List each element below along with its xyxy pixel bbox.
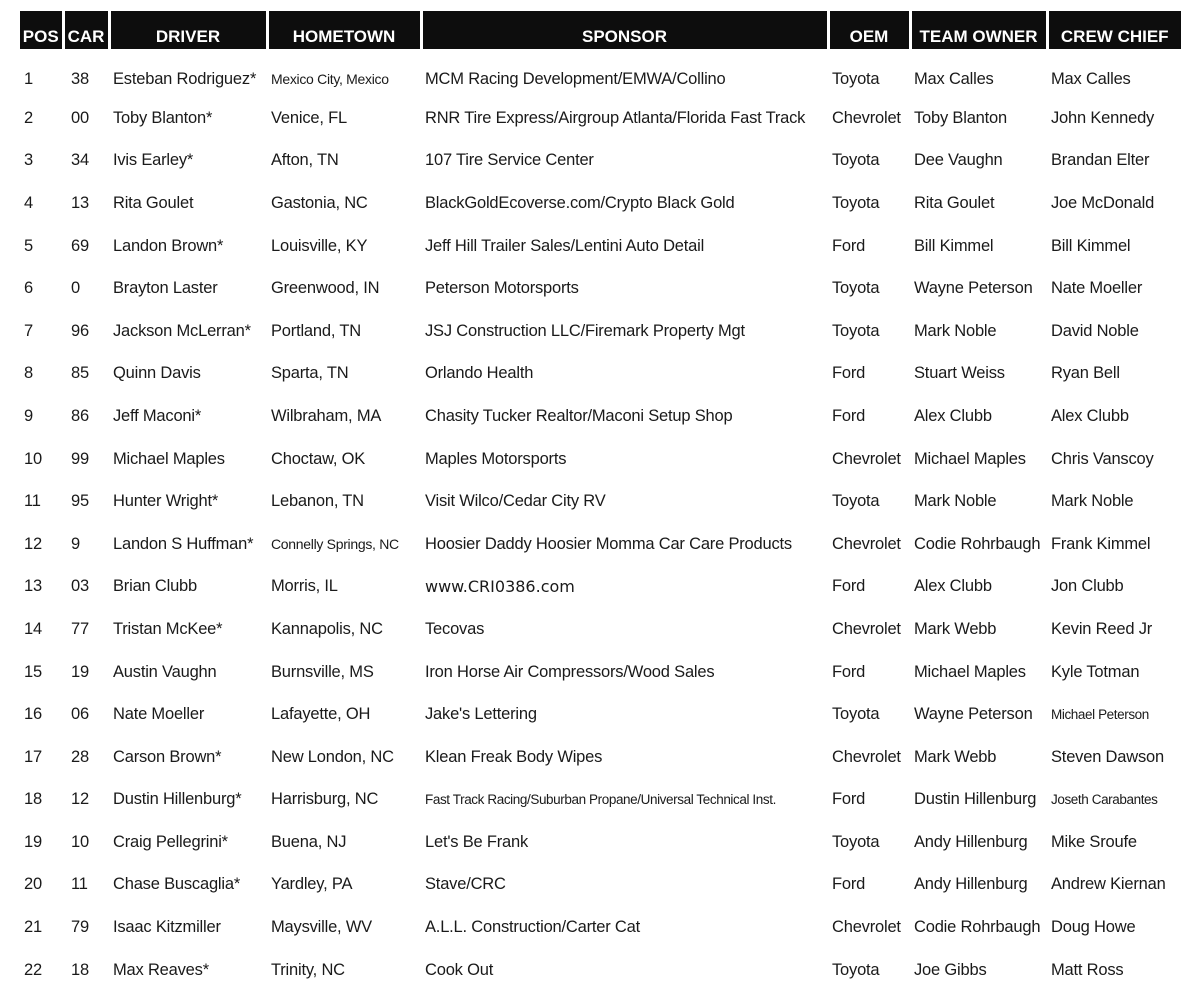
cell-team-owner: Codie Rohrbaugh	[914, 534, 1041, 553]
cell-crew-chief: Nate Moeller	[1051, 279, 1143, 298]
cell-sponsor: 107 Tire Service Center	[425, 151, 594, 170]
cell-car: 06	[71, 705, 89, 724]
cell-hometown: Lafayette, OH	[271, 705, 371, 724]
cell-sponsor: Iron Horse Air Compressors/Wood Sales	[425, 662, 715, 681]
cell-driver: Tristan McKee*	[113, 619, 223, 638]
cell-hometown: Burnsville, MS	[271, 662, 374, 681]
cell-car: 10	[71, 832, 89, 851]
cell-oem: Toyota	[832, 193, 880, 212]
col-header-team-owner: TEAM OWNER	[910, 11, 1047, 49]
cell-oem: Toyota	[832, 705, 880, 724]
cell-car: 99	[71, 449, 89, 468]
cell-pos: 5	[24, 236, 33, 255]
cell-hometown: Wilbraham, MA	[271, 406, 382, 425]
cell-pos: 6	[24, 279, 33, 298]
cell-driver: Esteban Rodriguez*	[113, 69, 257, 88]
cell-pos: 16	[24, 705, 42, 724]
cell-car: 34	[71, 151, 89, 170]
cell-hometown: Louisville, KY	[271, 236, 368, 255]
cell-oem: Toyota	[832, 279, 880, 298]
cell-team-owner: Toby Blanton	[914, 108, 1007, 127]
cell-hometown: Harrisburg, NC	[271, 790, 379, 809]
cell-team-owner: Andy Hillenburg	[914, 875, 1028, 894]
cell-pos: 13	[24, 577, 42, 596]
cell-car: 77	[71, 619, 89, 638]
cell-driver: Carson Brown*	[113, 747, 222, 766]
cell-oem: Toyota	[832, 151, 880, 170]
col-header-hometown: HOMETOWN	[267, 11, 421, 49]
cell-hometown: Kannapolis, NC	[271, 619, 383, 638]
cell-oem: Chevrolet	[832, 449, 901, 468]
cell-pos: 14	[24, 619, 42, 638]
cell-driver: Brayton Laster	[113, 279, 218, 298]
cell-hometown: Venice, FL	[271, 108, 347, 127]
cell-sponsor: BlackGoldEcoverse.com/Crypto Black Gold	[425, 193, 735, 212]
cell-crew-chief: Doug Howe	[1051, 918, 1136, 937]
cell-sponsor: Visit Wilco/Cedar City RV	[425, 492, 606, 511]
cell-crew-chief: Kevin Reed Jr	[1051, 619, 1153, 638]
cell-crew-chief: Jon Clubb	[1051, 577, 1124, 596]
cell-sponsor: Cook Out	[425, 960, 494, 979]
cell-oem: Toyota	[832, 960, 880, 979]
cell-crew-chief: Joe McDonald	[1051, 193, 1155, 212]
cell-team-owner: Michael Maples	[914, 449, 1026, 468]
cell-sponsor: Jake's Lettering	[425, 705, 537, 724]
table-row	[20, 140, 1181, 183]
cell-oem: Chevrolet	[832, 918, 901, 937]
cell-driver: Hunter Wright*	[113, 492, 219, 511]
cell-hometown: Portland, TN	[271, 321, 361, 340]
cell-crew-chief: Frank Kimmel	[1051, 534, 1151, 553]
cell-driver: Max Reaves*	[113, 960, 209, 979]
cell-pos: 9	[24, 406, 33, 425]
table-row	[20, 566, 1181, 609]
cell-driver: Austin Vaughn	[113, 662, 217, 681]
cell-oem: Ford	[832, 364, 866, 383]
cell-car: 9	[71, 534, 80, 553]
table-row	[20, 949, 1181, 992]
cell-car: 85	[71, 364, 89, 383]
cell-driver: Jeff Maconi*	[113, 406, 202, 425]
cell-driver: Michael Maples	[113, 449, 225, 468]
table-row	[20, 225, 1181, 268]
cell-crew-chief: Steven Dawson	[1051, 747, 1164, 766]
cell-sponsor: JSJ Construction LLC/Firemark Property Mgt	[425, 321, 745, 340]
cell-hometown: Greenwood, IN	[271, 279, 380, 298]
cell-sponsor: Fast Track Racing/Suburban Propane/Universal Technical Inst.	[425, 792, 776, 808]
cell-crew-chief: Bill Kimmel	[1051, 236, 1131, 255]
cell-oem: Chevrolet	[832, 108, 901, 127]
cell-team-owner: Wayne Peterson	[914, 705, 1033, 724]
cell-pos: 22	[24, 960, 42, 979]
table-row	[20, 821, 1181, 864]
table-row	[20, 736, 1181, 779]
cell-pos: 19	[24, 832, 42, 851]
cell-pos: 20	[24, 875, 42, 894]
cell-sponsor: Klean Freak Body Wipes	[425, 747, 603, 766]
cell-crew-chief: Alex Clubb	[1051, 406, 1129, 425]
cell-car: 69	[71, 236, 89, 255]
cell-hometown: Maysville, WV	[271, 918, 372, 937]
cell-team-owner: Dustin Hillenburg	[914, 790, 1037, 809]
table-row	[20, 97, 1181, 140]
table-row	[20, 267, 1181, 310]
cell-oem: Toyota	[832, 69, 880, 88]
cell-team-owner: Stuart Weiss	[914, 364, 1005, 383]
cell-pos: 15	[24, 662, 42, 681]
table-row	[20, 651, 1181, 694]
cell-driver: Jackson McLerran*	[113, 321, 251, 340]
cell-pos: 17	[24, 747, 42, 766]
cell-crew-chief: Matt Ross	[1051, 960, 1124, 979]
cell-team-owner: Mark Noble	[914, 492, 997, 511]
cell-crew-chief: Chris Vanscoy	[1051, 449, 1154, 468]
cell-team-owner: Mark Webb	[914, 619, 997, 638]
cell-driver: Nate Moeller	[113, 705, 205, 724]
cell-sponsor: Chasity Tucker Realtor/Maconi Setup Shop	[425, 406, 733, 425]
cell-sponsor: Jeff Hill Trailer Sales/Lentini Auto Detail	[425, 236, 705, 255]
entry-rows	[20, 49, 1181, 991]
cell-driver: Landon Brown*	[113, 236, 224, 255]
cell-car: 00	[71, 108, 89, 127]
cell-sponsor: Stave/CRC	[425, 875, 506, 894]
cell-driver: Quinn Davis	[113, 364, 201, 383]
cell-team-owner: Bill Kimmel	[914, 236, 994, 255]
cell-hometown: Afton, TN	[271, 151, 339, 170]
cell-sponsor: RNR Tire Express/Airgroup Atlanta/Florida Fast Track	[425, 108, 806, 127]
cell-driver: Landon S Huffman*	[113, 534, 254, 553]
cell-crew-chief: David Noble	[1051, 321, 1139, 340]
cell-oem: Chevrolet	[832, 619, 901, 638]
cell-sponsor: Hoosier Daddy Hoosier Momma Car Care Products	[425, 534, 792, 553]
header-row	[20, 11, 1181, 49]
cell-crew-chief: Kyle Totman	[1051, 662, 1140, 681]
col-header-pos: POS	[20, 11, 63, 49]
cell-team-owner: Joe Gibbs	[914, 960, 987, 979]
cell-pos: 11	[24, 492, 41, 511]
cell-pos: 3	[24, 151, 33, 170]
cell-pos: 10	[24, 449, 42, 468]
col-header-sponsor: SPONSOR	[421, 11, 828, 49]
cell-car: 96	[71, 321, 89, 340]
table-row	[20, 49, 1181, 97]
cell-oem: Ford	[832, 790, 866, 809]
cell-car: 12	[71, 790, 89, 809]
col-header-oem: OEM	[828, 11, 910, 49]
table-row	[20, 182, 1181, 225]
cell-crew-chief: Andrew Kiernan	[1051, 875, 1166, 894]
cell-driver: Toby Blanton*	[113, 108, 213, 127]
cell-oem: Toyota	[832, 321, 880, 340]
cell-team-owner: Max Calles	[914, 69, 994, 88]
cell-oem: Chevrolet	[832, 747, 901, 766]
cell-hometown: Choctaw, OK	[271, 449, 366, 468]
table-row	[20, 438, 1181, 481]
cell-car: 86	[71, 406, 89, 425]
cell-team-owner: Mark Webb	[914, 747, 997, 766]
cell-pos: 4	[24, 193, 33, 212]
col-header-crew-chief: CREW CHIEF	[1047, 11, 1181, 49]
cell-car: 19	[71, 662, 89, 681]
cell-hometown: Morris, IL	[271, 577, 338, 596]
cell-sponsor: MCM Racing Development/EMWA/Collino	[425, 69, 726, 88]
cell-oem: Ford	[832, 662, 866, 681]
table-row	[20, 906, 1181, 949]
cell-oem: Ford	[832, 406, 866, 425]
cell-driver: Brian Clubb	[113, 577, 198, 596]
col-header-car: CAR	[63, 11, 109, 49]
table-row	[20, 523, 1181, 566]
cell-car: 11	[71, 875, 88, 894]
cell-crew-chief: Brandan Elter	[1051, 151, 1150, 170]
cell-crew-chief: Michael Peterson	[1051, 707, 1149, 723]
cell-team-owner: Michael Maples	[914, 662, 1026, 681]
cell-team-owner: Rita Goulet	[914, 193, 995, 212]
cell-driver: Rita Goulet	[113, 193, 194, 212]
cell-driver: Craig Pellegrini*	[113, 832, 228, 851]
cell-hometown: New London, NC	[271, 747, 394, 766]
cell-driver: Chase Buscaglia*	[113, 875, 241, 894]
cell-pos: 12	[24, 534, 42, 553]
cell-crew-chief: Mike Sroufe	[1051, 832, 1137, 851]
cell-team-owner: Andy Hillenburg	[914, 832, 1028, 851]
cell-car: 28	[71, 747, 89, 766]
cell-oem: Ford	[832, 577, 866, 596]
cell-pos: 8	[24, 364, 33, 383]
cell-pos: 21	[24, 918, 42, 937]
table-row	[20, 480, 1181, 523]
cell-team-owner: Wayne Peterson	[914, 279, 1033, 298]
cell-sponsor: Peterson Motorsports	[425, 279, 579, 298]
cell-team-owner: Alex Clubb	[914, 406, 992, 425]
cell-car: 03	[71, 577, 89, 596]
cell-crew-chief: Joseth Carabantes	[1051, 792, 1158, 808]
cell-oem: Chevrolet	[832, 534, 901, 553]
cell-crew-chief: Max Calles	[1051, 69, 1131, 88]
table-row	[20, 310, 1181, 353]
cell-hometown: Yardley, PA	[271, 875, 353, 894]
cell-crew-chief: Mark Noble	[1051, 492, 1134, 511]
cell-hometown: Trinity, NC	[271, 960, 345, 979]
cell-sponsor: Maples Motorsports	[425, 449, 567, 468]
cell-oem: Toyota	[832, 492, 880, 511]
entry-list-sheet	[20, 11, 1181, 991]
cell-crew-chief: Ryan Bell	[1051, 364, 1120, 383]
cell-hometown: Buena, NJ	[271, 832, 347, 851]
entry-list-table	[20, 11, 1181, 991]
cell-crew-chief: John Kennedy	[1051, 108, 1155, 127]
cell-sponsor: www.CRI0386.com	[425, 577, 575, 597]
cell-driver: Dustin Hillenburg*	[113, 790, 242, 809]
cell-car: 38	[71, 69, 89, 88]
cell-pos: 18	[24, 790, 42, 809]
cell-team-owner: Dee Vaughn	[914, 151, 1003, 170]
cell-oem: Ford	[832, 236, 866, 255]
cell-sponsor: Tecovas	[425, 619, 485, 638]
table-row	[20, 608, 1181, 651]
cell-hometown: Mexico City, Mexico	[271, 71, 389, 87]
cell-pos: 1	[24, 69, 33, 88]
table-row	[20, 864, 1181, 907]
cell-team-owner: Mark Noble	[914, 321, 997, 340]
cell-car: 13	[71, 193, 89, 212]
cell-sponsor: Let's Be Frank	[425, 832, 529, 851]
cell-pos: 7	[24, 321, 33, 340]
cell-team-owner: Alex Clubb	[914, 577, 992, 596]
cell-team-owner: Codie Rohrbaugh	[914, 918, 1041, 937]
cell-hometown: Sparta, TN	[271, 364, 349, 383]
table-row	[20, 353, 1181, 396]
cell-car: 95	[71, 492, 89, 511]
table-row	[20, 693, 1181, 736]
cell-oem: Toyota	[832, 832, 880, 851]
cell-car: 79	[71, 918, 89, 937]
cell-hometown: Connelly Springs, NC	[271, 536, 399, 553]
cell-driver: Ivis Earley*	[113, 151, 194, 170]
cell-sponsor: Orlando Health	[425, 364, 534, 383]
col-header-driver: DRIVER	[109, 11, 267, 49]
cell-car: 0	[71, 279, 80, 298]
cell-pos: 2	[24, 108, 33, 127]
cell-driver: Isaac Kitzmiller	[113, 918, 221, 937]
cell-oem: Ford	[832, 875, 866, 894]
table-row	[20, 395, 1181, 438]
cell-hometown: Lebanon, TN	[271, 492, 364, 511]
cell-car: 18	[71, 960, 89, 979]
table-row	[20, 779, 1181, 822]
cell-sponsor: A.L.L. Construction/Carter Cat	[425, 918, 641, 937]
cell-hometown: Gastonia, NC	[271, 193, 368, 212]
